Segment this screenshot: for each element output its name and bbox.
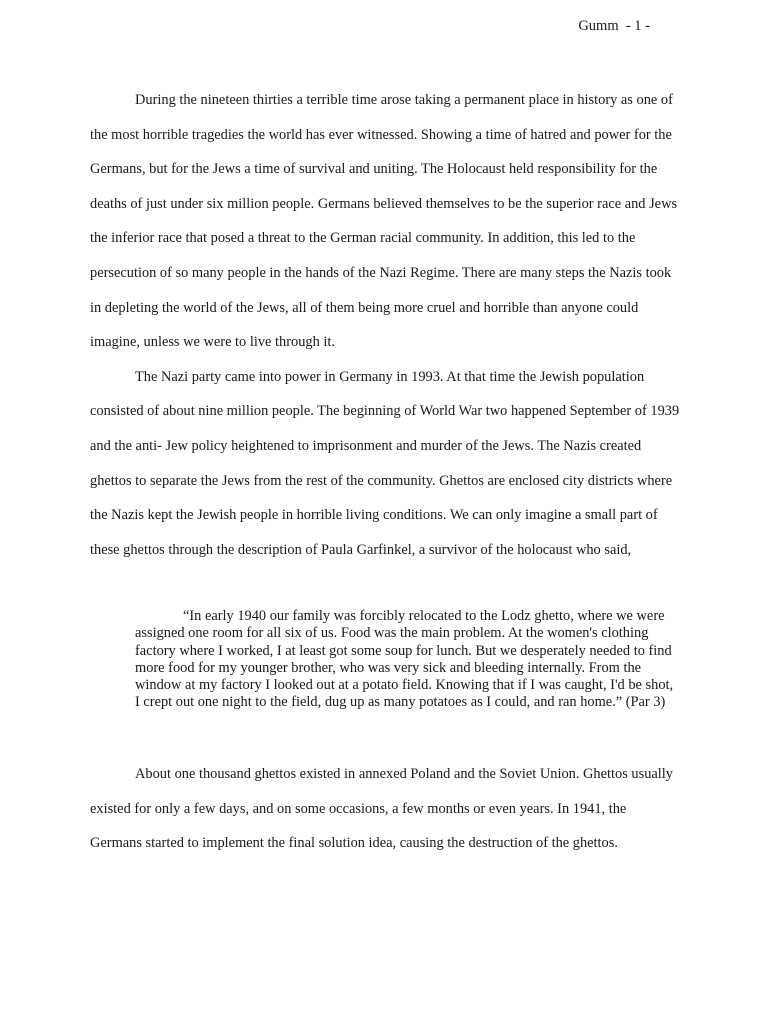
body-text-continued: [90, 757, 680, 861]
block-quote: “In early 1940 our family was forcibly relocated to the Lodz ghetto, where we were assigned one room for all six of us. Food was the main problem. At the women's clothing factory where I worked, I at least got some soup for lunch. But we desperately needed to find more food for my younger brother, who was very sick and bleeding internally. From the window at my factory I looked out at a potato field. Knowing that if I was caught, I'd be shot, I crept out one night to the field, dug up as many potatoes as I could, and ran home.” (Par 3): [135, 608, 674, 711]
running-head: Gumm - 1 -: [578, 18, 650, 34]
body-text: [90, 83, 680, 567]
paragraph-2: The Nazi party came into power in Germany in 1993. At that time the Jewish population consisted of about nine million people. The beginning of World War two happened September of 1939 and the anti- Jew policy heightened to imprisonment and murder of the Jews. The Nazis created ghettos to separate the Jews from the rest of the community. Ghettos are enclosed city districts where the Nazis kept the Jewish people in horrible living conditions. We can only imagine a small part of these ghettos through the description of Paula Garfinkel, a survivor of the holocaust who said,: [90, 368, 680, 558]
paragraph-3: About one thousand ghettos existed in annexed Poland and the Soviet Union. Ghettos usually existed for only a few days, and on some occasions, a few months or even years. In 1941, the Germans started to implement the final solution idea, causing the destruction of the ghettos.: [90, 766, 673, 852]
paragraph-1: During the nineteen thirties a terrible time arose taking a permanent place in history as one of the most horrible tragedies the world has ever witnessed. Showing a time of hatred and power for the Germans, but for the Jews a time of survival and uniting. The Holocaust held responsibility for the deaths of just under six million people. Germans believed themselves to be the superior race and Jews the inferior race that posed a threat to the German racial community. In addition, this led to the persecution of so many people in the hands of the Nazi Regime. There are many steps the Nazis took in depleting the world of the Jews, all of them being more cruel and horrible than anyone could imagine, unless we were to live through it.: [90, 92, 678, 351]
